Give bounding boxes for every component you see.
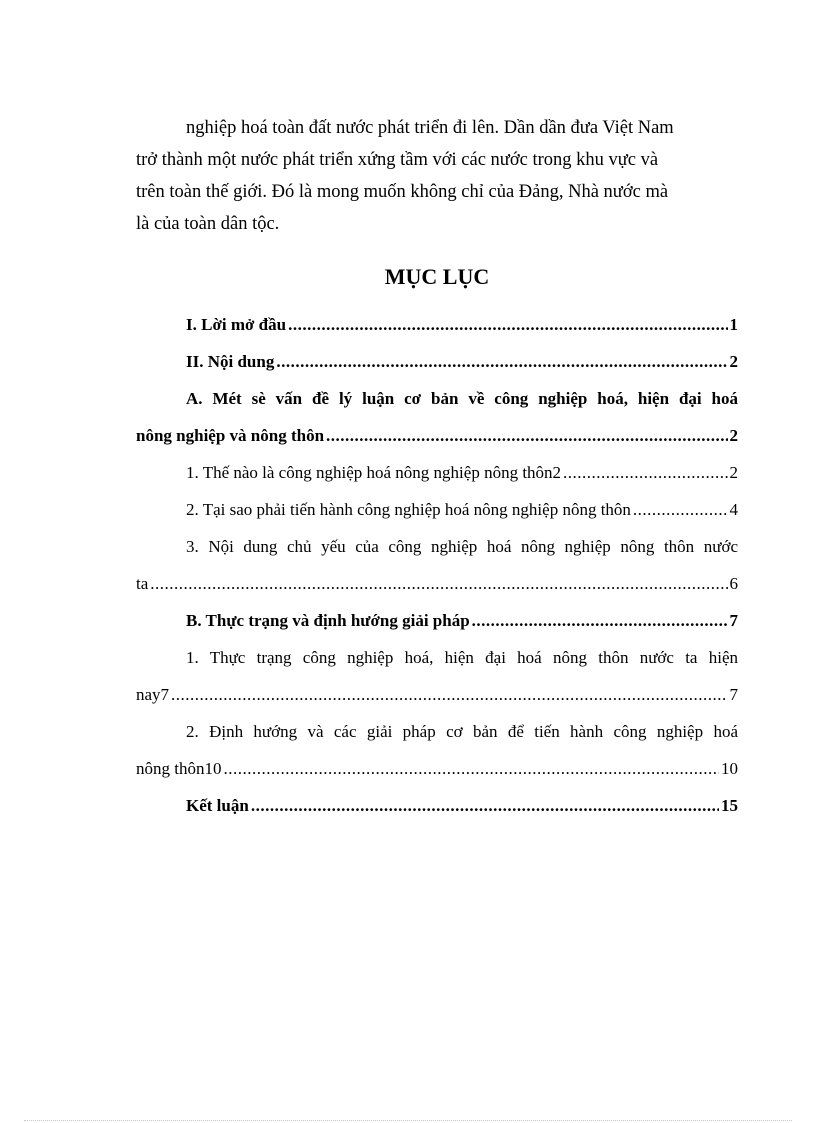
- toc-page-number: 7: [729, 685, 738, 704]
- toc-entry-label: I. Lời mở đầu: [186, 315, 287, 334]
- toc-title: MỤC LỤC: [384, 264, 490, 289]
- toc-entry-introduction[interactable]: [136, 306, 738, 343]
- toc-entry-a3[interactable]: [136, 528, 738, 602]
- toc-page-number: 2: [729, 352, 738, 371]
- intro-line: nghiệp hoá toàn đất nước phát triển đi lên. Dần dần đưa Việt Nam: [186, 118, 674, 138]
- toc-entry-conclusion[interactable]: [136, 787, 738, 824]
- toc-entry-line: 2. Định hướng và các giải pháp cơ bản để tiến hành công nghiệp hoá: [186, 722, 738, 741]
- toc-entry-section-a[interactable]: [136, 380, 738, 454]
- toc-leader-dots: [276, 343, 727, 380]
- toc-leader-dots: [326, 417, 727, 454]
- toc-page-number: 2: [729, 426, 738, 445]
- toc-entry-a2[interactable]: [136, 491, 738, 528]
- intro-paragraph: [136, 112, 738, 240]
- toc-leader-dots: [150, 565, 727, 602]
- toc-entry-section-b[interactable]: [136, 602, 738, 639]
- toc-page-number: 2: [729, 463, 738, 482]
- table-of-contents: [136, 306, 738, 824]
- toc-entry-line: A. Mét sè vấn đề lý luận cơ bản về công nghiệp hoá, hiện đại hoá: [186, 389, 738, 408]
- toc-page-number: 15: [721, 796, 738, 815]
- toc-entry-content[interactable]: [136, 343, 738, 380]
- toc-entry-label: 2. Tại sao phải tiến hành công nghiệp hoá nông nghiệp nông thôn: [186, 500, 631, 519]
- intro-line: là của toàn dân tộc.: [136, 214, 280, 234]
- toc-entry-line: 3. Nội dung chủ yếu của công nghiệp hoá nông nghiệp nông thôn nước: [186, 537, 738, 556]
- toc-entry-label: Kết luận: [186, 796, 249, 815]
- toc-entry-line: 1. Thực trạng công nghiệp hoá, hiện đại hoá nông thôn nước ta hiện: [186, 648, 738, 667]
- toc-entry-label: ta: [136, 574, 149, 593]
- toc-leader-dots: [251, 787, 719, 824]
- toc-entry-label: 1. Thế nào là công nghiệp hoá nông nghiệp nông thôn2: [186, 463, 562, 482]
- toc-entry-a1[interactable]: [136, 454, 738, 491]
- toc-page-number: 6: [729, 574, 738, 593]
- toc-leader-dots: [472, 602, 728, 639]
- toc-entry-b2[interactable]: [136, 713, 738, 787]
- document-page: [136, 112, 738, 824]
- toc-leader-dots: [223, 750, 719, 787]
- toc-entry-label: nông thôn10: [136, 759, 222, 778]
- intro-line: trở thành một nước phát triển xứng tầm với các nước trong khu vực và: [136, 150, 659, 170]
- toc-leader-dots: [171, 676, 727, 713]
- toc-leader-dots: [563, 454, 727, 491]
- toc-page-number: 7: [729, 611, 738, 630]
- toc-page-number: 10: [721, 759, 738, 778]
- toc-entry-label: nông nghiệp và nông thôn: [136, 426, 325, 445]
- toc-page-number: 1: [729, 315, 738, 334]
- toc-page-number: 4: [729, 500, 738, 519]
- toc-entry-label: II. Nội dung: [186, 352, 275, 371]
- toc-leader-dots: [288, 306, 727, 343]
- toc-entry-label: B. Thực trạng và định hướng giải pháp: [186, 611, 470, 630]
- intro-line: trên toàn thế giới. Đó là mong muốn không chỉ của Đảng, Nhà nước mà: [136, 182, 669, 202]
- toc-leader-dots: [633, 491, 728, 528]
- toc-entry-b1[interactable]: [136, 639, 738, 713]
- page-bottom-border: [24, 1120, 792, 1121]
- toc-entry-label: nay7: [136, 685, 170, 704]
